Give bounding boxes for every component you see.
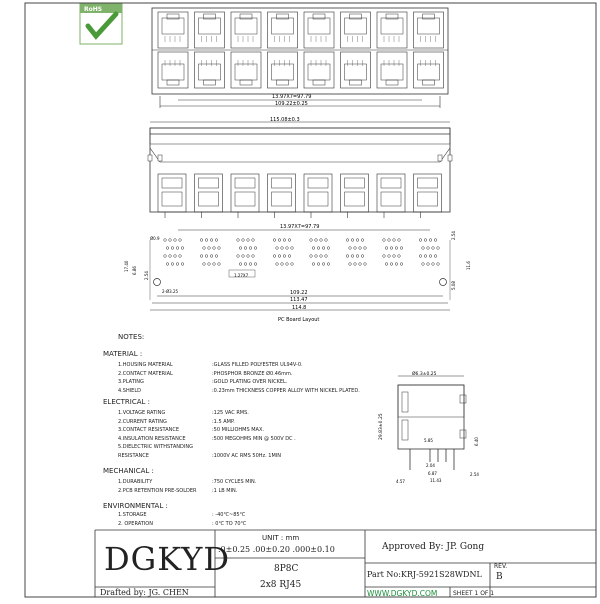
note-key: 1.STORAGE	[118, 512, 147, 518]
side-height-dim: 29.83±0.25	[379, 413, 384, 440]
top-jack	[195, 52, 225, 88]
mount-hole-left	[154, 279, 161, 286]
note-key: 2.CONTACT MATERIAL	[118, 370, 173, 377]
pcb-w3: 114.8	[292, 305, 307, 311]
front-port	[377, 174, 405, 212]
approved-by: Approved By: JP. Gong	[382, 542, 485, 552]
electrical-heading: ELECTRICAL :	[103, 398, 150, 406]
material-heading: MATERIAL :	[103, 350, 143, 358]
pcb-left-0: 17.40	[124, 260, 129, 272]
top-jack	[341, 12, 371, 48]
rev-label: REV.	[494, 563, 508, 570]
note-key: 3.PLATING	[118, 379, 144, 385]
pcb-d1: Ø0.9	[150, 236, 160, 241]
note-key: 2.CURRENT RATING	[118, 418, 167, 425]
top-jack	[377, 12, 407, 48]
note-key: 4.INSULATION RESISTANCE	[118, 435, 186, 442]
top-jack	[304, 12, 334, 48]
sheet-number: SHEET 1 OF 1	[453, 590, 495, 597]
note-key: 4.SHIELD	[118, 387, 141, 394]
top-jack	[268, 52, 298, 88]
pcb-hole-dim: 2-Ø3.25	[162, 289, 179, 294]
side-top-dim: Ø6.3±0.25	[412, 372, 437, 377]
environmental-heading: ENVIRONMENTAL :	[103, 502, 168, 510]
top-jack	[341, 52, 371, 88]
top-jack	[414, 12, 444, 48]
note-value: : -40℃~85℃	[212, 512, 246, 518]
product-desc: 2x8 RJ45	[260, 580, 302, 590]
front-port	[268, 174, 296, 212]
side-e: 2.54	[470, 472, 479, 477]
side-d: 4.57	[396, 479, 405, 484]
side-w1: 5.85	[424, 438, 433, 443]
top-jack	[304, 52, 334, 88]
top-jack	[231, 52, 261, 88]
top-jack	[158, 12, 188, 48]
side-b: 6.87	[428, 471, 437, 476]
top-jack	[377, 52, 407, 88]
note-value: :500 MEGOHMS MIN @ 500V DC .	[212, 435, 296, 442]
note-key: 1.HOUSING MATERIAL	[118, 362, 173, 368]
top-view-connector	[152, 8, 448, 94]
pcb-right-1: 11.6	[466, 261, 471, 270]
note-value: :PHOSPHOR BRONZE Ø0.46mm.	[212, 370, 293, 377]
top-jack	[158, 52, 188, 88]
side-a: 2.04	[426, 463, 435, 468]
front-port	[341, 174, 369, 212]
note-key: 2.PCB RETENTION PRE-SOLDER	[118, 488, 197, 494]
pcb-left-1: 6.86	[132, 266, 137, 275]
side-c: 11.43	[430, 478, 442, 483]
front-port	[231, 174, 259, 212]
tolerance: .0±0.25 .00±0.20 .000±0.10	[218, 545, 335, 554]
pcb-w2: 113.47	[290, 297, 308, 303]
pcb-left-2: 2.54	[144, 271, 149, 280]
rohs-label: RoHS	[84, 6, 103, 13]
note-value: :1 LB MIN.	[212, 488, 238, 494]
website-link[interactable]: WWW.DGKYD.COM	[367, 589, 438, 598]
note-key: 5.DIELECTRIC WITHSTANDING	[118, 444, 193, 450]
pcb-w1: 109.22	[290, 290, 308, 296]
top-pitch-dim: 13.97X7=97.79	[272, 94, 312, 100]
front-ports	[158, 174, 442, 212]
top-jack	[231, 12, 261, 48]
top-jack	[414, 52, 444, 88]
pcb-pitch-dim: 13.97X7=97.79	[280, 224, 320, 230]
note-value: :1000V AC RMS 50Hz. 1MIN	[212, 452, 282, 459]
rev-value: B	[496, 572, 503, 582]
product-name: 8P8C	[274, 564, 299, 574]
note-value: :750 CYCLES MIN.	[212, 479, 257, 485]
note-value: : 0℃ TO 70℃	[212, 521, 247, 527]
front-pins	[148, 155, 452, 218]
part-number: Part No:KRJ-5921S28WDNL	[367, 570, 482, 579]
unit-label: UNIT : mm	[262, 534, 300, 542]
company-name: DGKYD	[104, 540, 231, 578]
note-key: 3.CONTACT RESISTANCE	[118, 427, 180, 433]
front-width-dim: 115.08±0.3	[270, 117, 300, 123]
note-value: :GOLD PLATING OVER NICKEL.	[212, 379, 288, 385]
pcb-row: 1.27X7	[234, 273, 249, 278]
top-jack	[195, 12, 225, 48]
note-value: :125 VAC RMS.	[212, 410, 249, 416]
note-key: 1.DURABILITY	[118, 479, 153, 485]
notes-title: NOTES:	[118, 333, 145, 341]
note-value: :1.5 AMP.	[212, 418, 235, 425]
pcb-layout-label: PC Board Layout	[278, 317, 320, 323]
front-port	[414, 174, 442, 212]
note-key: RESISTANCE	[118, 452, 149, 459]
note-value: :50 MILLIOHMS MAX.	[212, 427, 264, 433]
front-port	[304, 174, 332, 212]
top-width-dim: 109.22±0.25	[275, 101, 308, 107]
pcb-right-0: 2.54	[451, 231, 456, 240]
pcb-layout	[164, 239, 440, 277]
side-view-connector	[398, 385, 466, 470]
note-key: 2. OPERATION	[118, 521, 153, 527]
drafted-by: Drafted by: JG. CHEN	[100, 588, 189, 597]
front-port	[158, 174, 186, 212]
side-w2: 6.40	[474, 437, 479, 446]
note-value: :GLASS FILLED POLYESTER UL94V-0.	[212, 362, 303, 368]
note-key: 1.VOLTAGE RATING	[118, 410, 166, 416]
pcb-right-2: 5.08	[451, 281, 456, 290]
top-jack	[268, 12, 298, 48]
front-port	[195, 174, 223, 212]
mechanical-heading: MECHANICAL :	[103, 467, 154, 475]
mount-hole-right	[440, 279, 447, 286]
note-value: :0.23mm THICKNESS COPPER ALLOY WITH NICKEL PLATED.	[212, 387, 360, 394]
